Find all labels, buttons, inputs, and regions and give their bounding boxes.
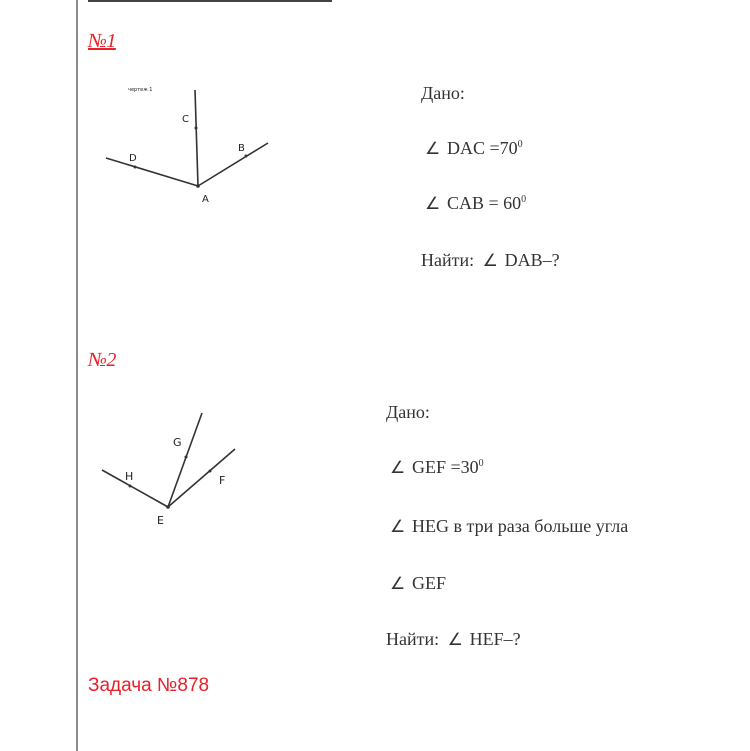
problem2-given-label: Дано:: [386, 402, 430, 422]
label-F: F: [219, 474, 226, 487]
problem2-given2: ∠ HEG в три раза больше угла: [390, 516, 629, 537]
angle-icon: ∠: [390, 574, 406, 594]
problem1-given-label: Дано:: [421, 83, 465, 103]
problem1-given2: ∠ CAB = $60^0$: [425, 193, 527, 214]
problem2-find: Найти: ∠ HEF–?: [386, 629, 521, 650]
angle-icon: ∠: [425, 194, 441, 214]
label-C: C: [182, 114, 189, 125]
ray-EH: [102, 470, 168, 507]
label-E: E: [157, 514, 164, 527]
figure-caption: чертеж 1: [128, 87, 153, 93]
point-H: [129, 485, 132, 488]
angle-icon: ∠: [447, 630, 463, 650]
problem1-find: Найти: ∠ DAB–?: [421, 250, 560, 271]
angle-icon: ∠: [482, 251, 498, 271]
angle-icon: ∠: [390, 517, 406, 537]
point-F: [209, 470, 212, 473]
label-G: G: [173, 436, 182, 449]
point-G: [185, 456, 188, 459]
task-title: Задача №878: [88, 675, 210, 696]
problem2-given3: ∠ GEF: [390, 573, 447, 594]
angle-icon: ∠: [425, 139, 441, 159]
problem2-given1: ∠ GEF $=30^0$: [390, 457, 484, 478]
problem1-given1: ∠ DAC $=70^0$: [425, 138, 523, 159]
angle-icon: ∠: [390, 458, 406, 478]
label-B: B: [238, 143, 245, 154]
problem1-number: №1: [88, 30, 116, 52]
label-D: D: [129, 153, 137, 164]
label-H: H: [125, 470, 134, 483]
point-E: [166, 505, 170, 509]
problem2-number: №2: [88, 349, 116, 371]
label-A: A: [202, 194, 209, 205]
